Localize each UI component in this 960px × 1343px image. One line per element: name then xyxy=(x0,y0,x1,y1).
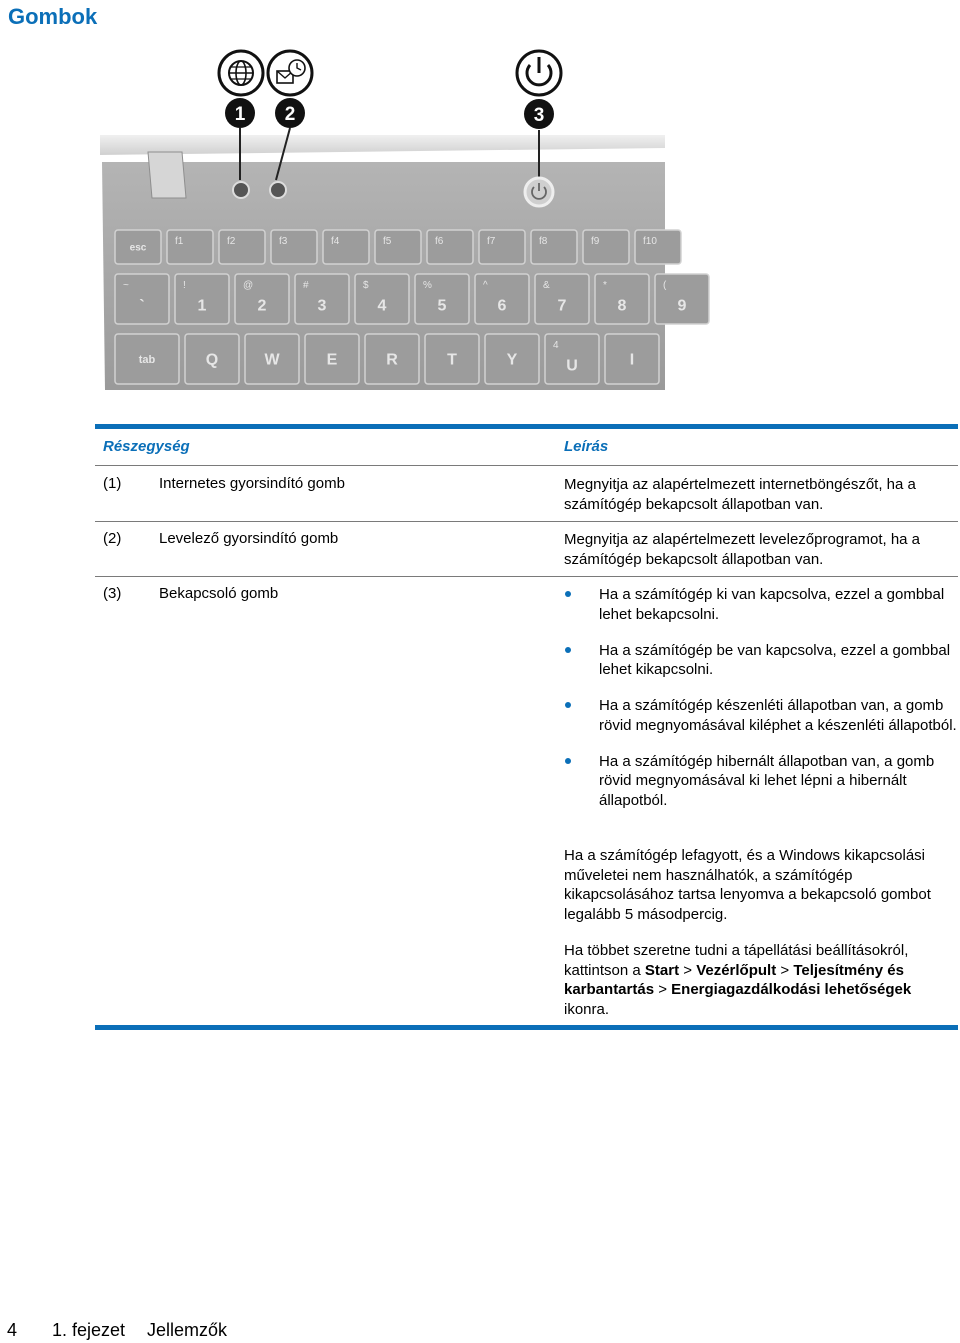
letter-key xyxy=(605,334,659,384)
row-description: Megnyitja az alapértelmezett internetböngészőt, ha a számítógép bekapcsolt állapotban van. xyxy=(564,476,916,513)
function-key xyxy=(583,230,629,264)
row-part-name: Bekapcsoló gomb xyxy=(159,585,279,602)
list-item: Ha a számítógép ki van kapcsolva, ezzel a gombbal lehet bekapcsolni. xyxy=(564,585,958,624)
key-label: U xyxy=(566,357,578,375)
number-key xyxy=(235,274,289,324)
number-key xyxy=(595,274,649,324)
number-key xyxy=(535,274,589,324)
page-number: 4 xyxy=(7,1320,18,1340)
key-sublabel: ^ xyxy=(483,280,488,291)
keyboard-illustration xyxy=(90,40,687,400)
chapter-label: 1. fejezet xyxy=(52,1320,126,1340)
letter-key xyxy=(485,334,539,384)
table-top-rule xyxy=(95,424,958,429)
key-label: R xyxy=(386,351,398,369)
key-sublabel: * xyxy=(603,280,607,291)
key-label: Y xyxy=(506,351,518,369)
key-sublabel: f4 xyxy=(331,236,340,247)
key-label: 3 xyxy=(317,297,327,315)
function-key xyxy=(115,230,161,264)
svg-text:3: 3 xyxy=(533,105,545,126)
number-key xyxy=(355,274,409,324)
key-sublabel: f9 xyxy=(591,236,600,247)
header-description: Leírás xyxy=(564,438,609,455)
number-key xyxy=(475,274,529,324)
chapter-title: Jellemzők xyxy=(147,1320,228,1340)
svg-text:2: 2 xyxy=(284,104,296,125)
key-label: 7 xyxy=(557,297,567,315)
key-label: Q xyxy=(205,351,219,369)
key-sublabel: ~ xyxy=(123,280,129,291)
menu-path-performance: Teljesítmény és karbantartás xyxy=(564,961,904,998)
list-item: Ha a számítógép hibernált állapotban van, a gomb rövid megnyomásával ki lehet lépni a hibernált állapotból. xyxy=(564,752,958,811)
header-part: Részegység xyxy=(103,438,190,455)
key-label: 4 xyxy=(377,297,387,315)
letter-key xyxy=(365,334,419,384)
power-options-paragraph: Ha többet szeretne tudni a tápellátási beállításokról, kattintson a Start > Vezérlőpult > Teljesítmény és karbantartás > Energiagazdálkodási lehetőségek ikonra. xyxy=(564,942,912,1018)
callout-badge-1 xyxy=(225,98,255,128)
row-part-name: Levelező gyorsindító gomb xyxy=(159,530,339,547)
menu-path-control-panel: Vezérlőpult xyxy=(696,961,777,979)
key-label: I xyxy=(629,351,635,369)
row-number: (2) xyxy=(103,530,122,547)
function-key xyxy=(531,230,577,264)
key-sublabel: $ xyxy=(363,280,369,291)
key-label: W xyxy=(264,351,280,369)
key-label: 6 xyxy=(497,297,507,315)
bullet-icon xyxy=(565,758,571,764)
letter-key xyxy=(545,334,599,384)
number-key xyxy=(655,274,709,324)
mail-button xyxy=(270,182,286,198)
function-key xyxy=(167,230,213,264)
row-number: (1) xyxy=(103,475,122,492)
letter-key xyxy=(425,334,479,384)
row-part-name: Internetes gyorsindító gomb xyxy=(159,475,345,492)
callout-badge-2 xyxy=(275,98,305,128)
function-key xyxy=(479,230,525,264)
key-label: 5 xyxy=(437,297,447,315)
list-item: Ha a számítógép be van kapcsolva, ezzel a gombbal lehet kikapcsolni. xyxy=(564,641,958,680)
letter-key xyxy=(185,334,239,384)
bullet-icon xyxy=(565,591,571,597)
key-label: 1 xyxy=(197,297,207,315)
menu-path-power-options: Energiagazdálkodási lehetőségek xyxy=(671,981,912,998)
key-sublabel: % xyxy=(423,280,432,291)
key-sublabel: ! xyxy=(183,280,186,291)
freeze-paragraph: Ha a számítógép lefagyott, és a Windows kikapcsolási műveletei nem használhatók, a számítógép kikapcsolásához tartsa lenyomva a bekapcsoló gombot legalább 5 másodpercig. xyxy=(564,847,931,923)
number-key xyxy=(295,274,349,324)
function-key xyxy=(635,230,681,264)
svg-text:1: 1 xyxy=(234,104,246,125)
menu-path-start: Start xyxy=(644,961,680,979)
row-separator xyxy=(95,521,958,522)
row-description: Megnyitja az alapértelmezett levelezőprogramot, ha a számítógép bekapcsolt állapotban van. xyxy=(564,531,921,568)
key-sublabel: f1 xyxy=(175,236,184,247)
row-number: (3) xyxy=(103,585,122,602)
power-button-bullets xyxy=(564,585,958,827)
list-item: Ha a számítógép készenléti állapotban van, a gomb rövid megnyomásával kiléphet a készenléti állapotból. xyxy=(564,696,958,735)
lid-edge xyxy=(100,135,665,155)
key-sublabel: ( xyxy=(663,280,667,291)
internet-button xyxy=(233,182,249,198)
number-key xyxy=(115,274,169,324)
function-key xyxy=(323,230,369,264)
key-sublabel: f5 xyxy=(383,236,392,247)
bullet-icon xyxy=(565,647,571,653)
callout-badge-3 xyxy=(524,99,554,129)
function-key xyxy=(271,230,317,264)
number-key xyxy=(415,274,469,324)
key-sublabel: f10 xyxy=(643,236,657,247)
number-key xyxy=(175,274,229,324)
key-sublabel: 4 xyxy=(553,340,559,351)
page-title: Gombok xyxy=(8,4,98,29)
key-sublabel: & xyxy=(543,280,550,291)
key-sublabel: @ xyxy=(243,280,254,291)
key-label: 9 xyxy=(677,297,687,315)
header-separator xyxy=(95,465,958,466)
hinge xyxy=(148,152,186,198)
key-sublabel: f8 xyxy=(539,236,548,247)
bullet-icon xyxy=(565,702,571,708)
function-key xyxy=(427,230,473,264)
power-icon xyxy=(517,51,561,95)
key-label: esc xyxy=(129,242,147,254)
row-separator xyxy=(95,576,958,577)
power-button xyxy=(525,178,553,206)
mail-clock-icon xyxy=(268,51,312,95)
key-sublabel: f7 xyxy=(487,236,496,247)
globe-icon xyxy=(219,51,263,95)
letter-key xyxy=(245,334,299,384)
key-label: T xyxy=(447,351,457,369)
key-sublabel: # xyxy=(303,280,309,291)
key-sublabel: f6 xyxy=(435,236,444,247)
letter-key xyxy=(305,334,359,384)
table-bottom-rule xyxy=(95,1025,958,1030)
function-key xyxy=(219,230,265,264)
keyboard-figure xyxy=(90,40,687,400)
key-label: 8 xyxy=(617,297,627,315)
key-sublabel: f3 xyxy=(279,236,288,247)
key-label: tab xyxy=(138,353,156,366)
function-key xyxy=(375,230,421,264)
key-label: E xyxy=(326,351,338,369)
key-sublabel: f2 xyxy=(227,236,236,247)
key-label: 2 xyxy=(257,297,267,315)
tab-key xyxy=(115,334,179,384)
key-label: ` xyxy=(139,297,145,315)
